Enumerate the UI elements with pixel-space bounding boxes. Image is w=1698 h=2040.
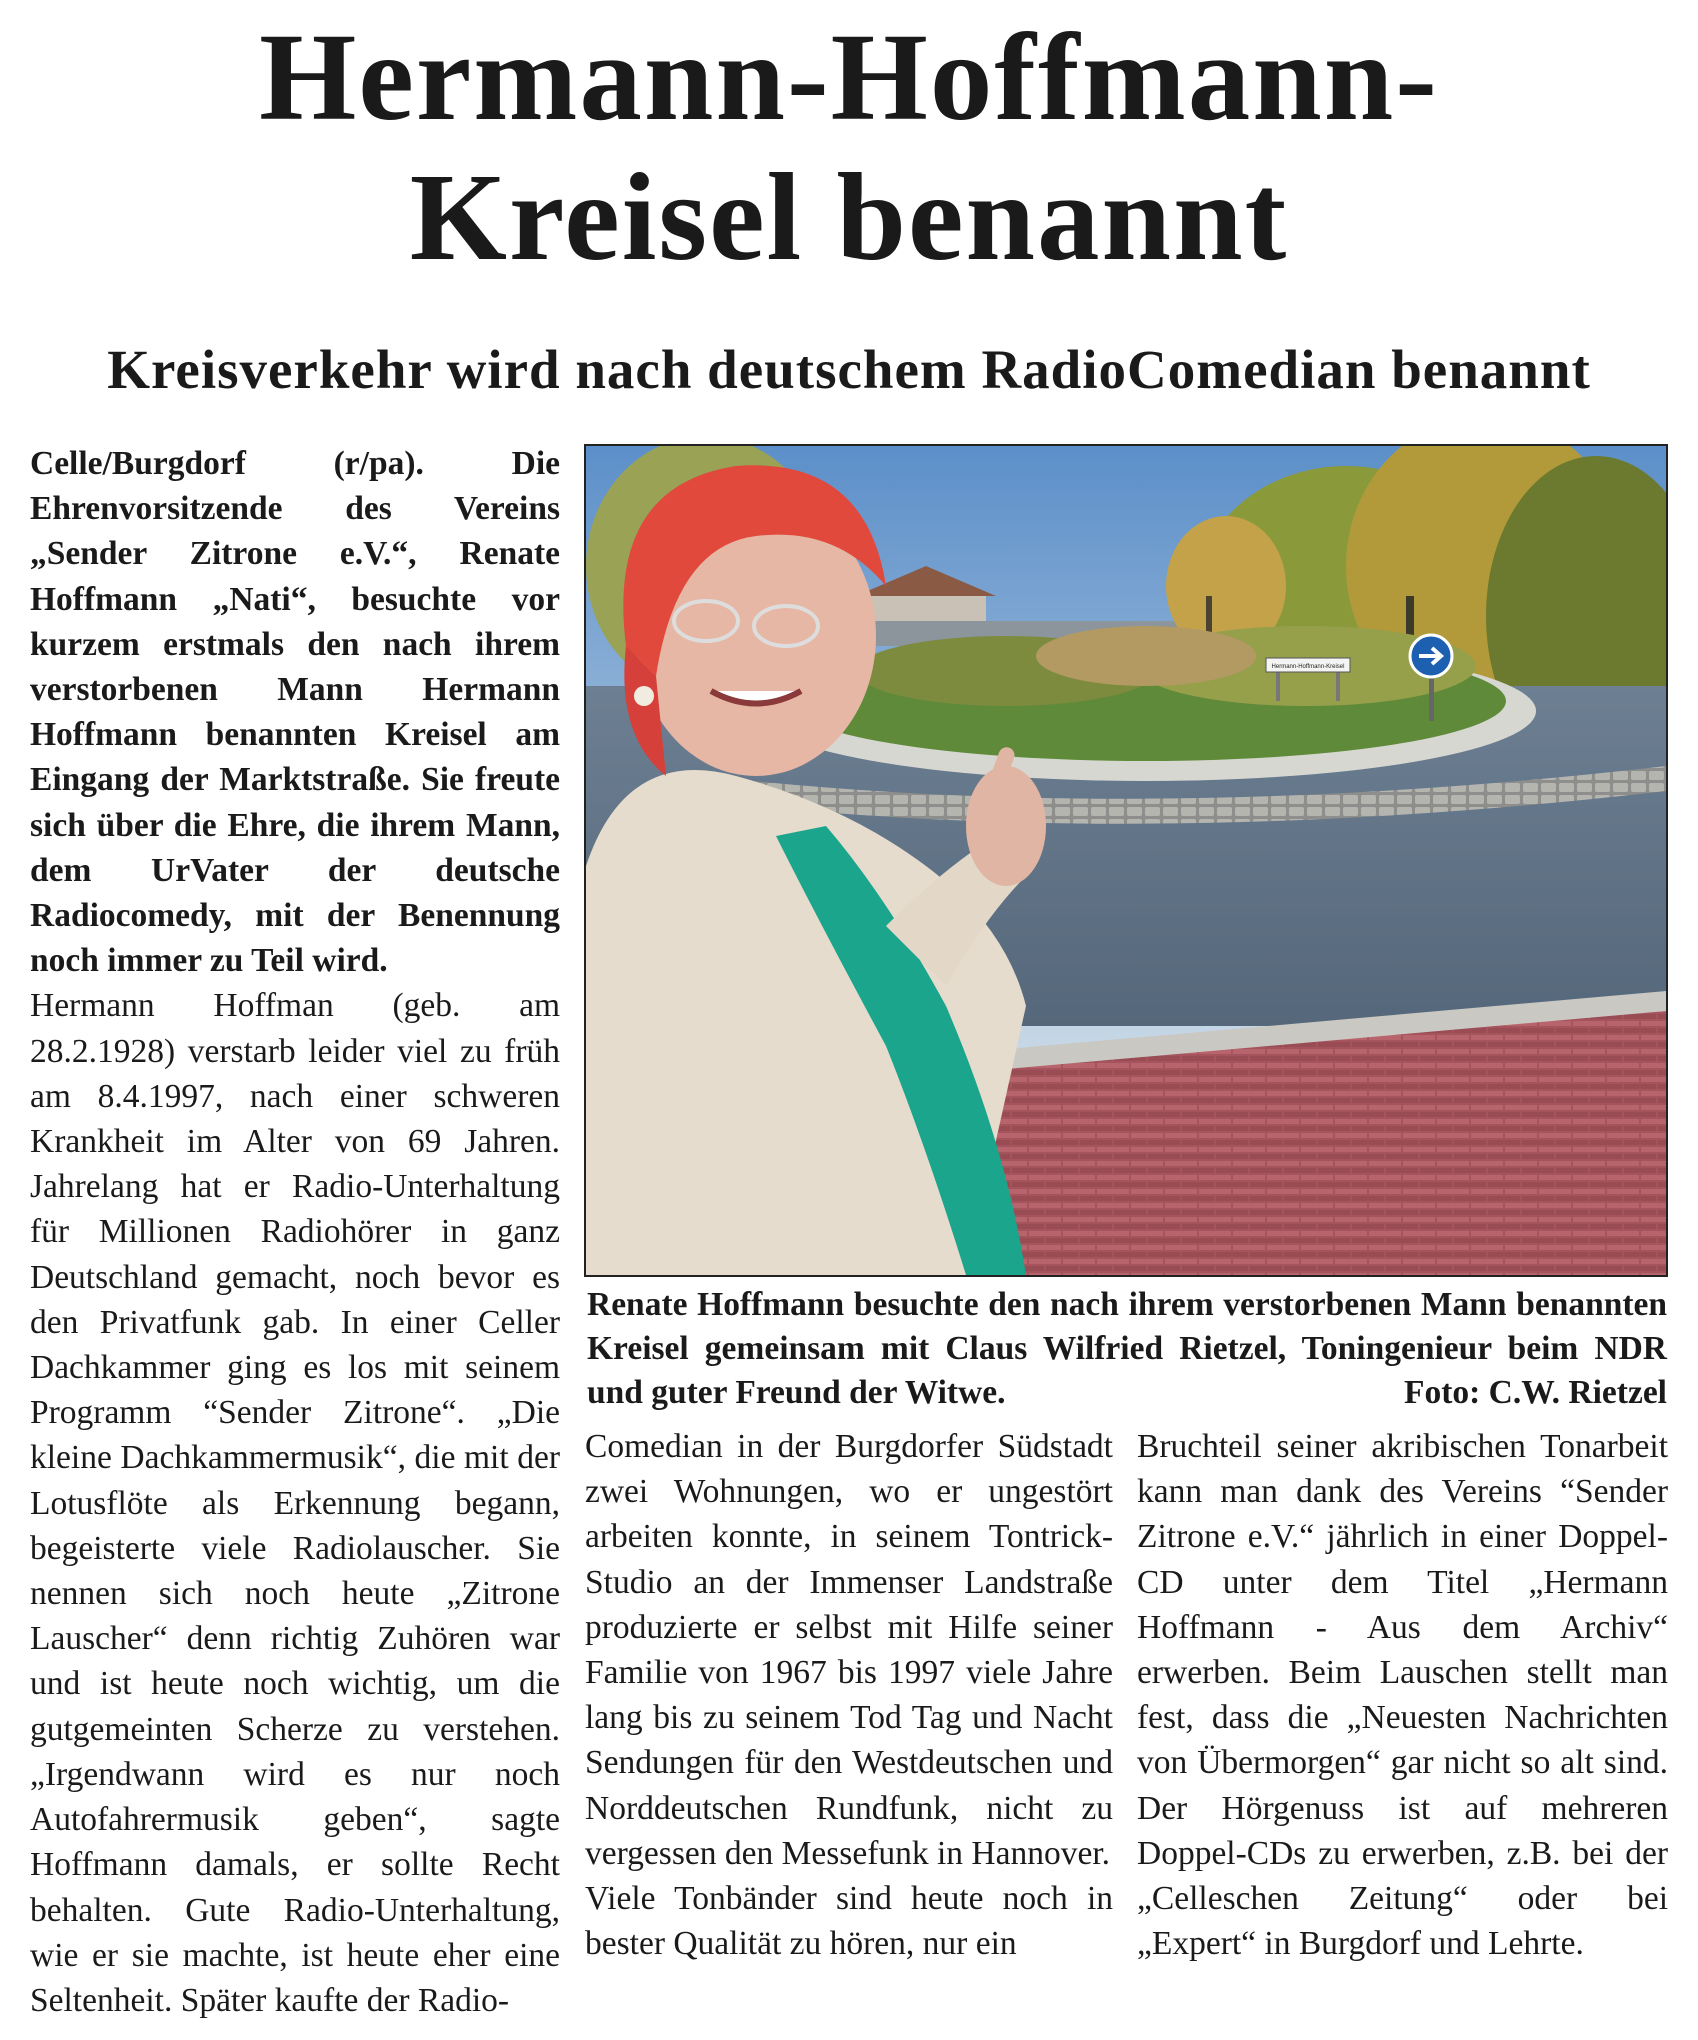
roundabout-sign-text: Hermann-Hoffmann-Kreisel (1271, 664, 1345, 670)
article-photo (584, 444, 1668, 1277)
headline-line-2: Kreisel benannt (409, 149, 1289, 287)
photo-illustration (586, 446, 1666, 1275)
headline-line-1: Hermann-Hoffmann- (259, 9, 1439, 147)
photo-credit: Foto: C.W. Rietzel (1404, 1374, 1667, 1411)
body-paragraph-4: Bruchteil seiner akribischen Tonarbeit kann man dank des Vereins “Sender Zitrone e.V.“ jährlich in einer Doppel-CD unter dem Titel „Hermann Hoffmann - Aus dem Archiv“ erwerben. Beim Lauschen stellt man fest, dass die „Neuesten Nachrichten von Übermorgen“ gar nicht so alt sind. Der Hörgenuss ist auf mehreren Doppel-CDs zu erwerben, z.B. bei der „Celleschen Zeitung“ oder bei „Expert“ in Burgdorf und Lehrte. (1137, 1428, 1668, 1963)
article-column-1 (30, 441, 560, 2023)
subheadline: Kreisverkehr wird nach deutschem RadioComedian benannt (107, 339, 1591, 400)
body-paragraph-1: Hermann Hoffman (geb. am 28.2.1928) verstarb leider viel zu früh am 8.4.1997, nach einer schweren Krankheit im Alter von 69 Jahren. Jahrelang hat er Radio-Unterhaltung für Millionen Radiohörer in ganz Deutschland gemacht, noch bevor es den Privatfunk gab. In einer Celler Dachkammer ging es los mit seinem Programm “Sender Zitrone“. „Die kleine Dachkammermusik“, die mit der Lotusflöte als Erkennung begann, begeisterte viele Radiolauscher. Sie nennen sich noch heute „Zitrone Lauscher“ denn richtig Zuhören war und ist heute noch wichtig, um die gutgemeinten Scherze zu verstehen. „Irgendwann wird es nur noch Autofahrermusik geben“, sagte Hoffmann damals, er sollte Recht behalten. Gute Radio-Unterhaltung, wie er sie machte, ist heute eher eine Seltenheit. Später kaufte der Radio- (30, 987, 560, 2019)
article-column-2 (585, 1424, 1113, 1966)
headline (0, 8, 1698, 288)
photo-caption (587, 1283, 1667, 1415)
body-paragraph-3: Viele Tonbänder sind heute noch in bester Qualität zu hören, nur ein (585, 1880, 1113, 1963)
lead-paragraph: Celle/Burgdorf (r/pa). Die Ehrenvorsitzende des Vereins „Sender Zitrone e.V.“, Renate Hoffmann „Nati“, besuchte vor kurzem erstmals den nach ihrem verstorbenen Mann Hermann Hoffmann benannten Kreisel am Eingang der Marktstraße. Sie freute sich über die Ehre, die ihrem Mann, dem UrVater der deutsche Radiocomedy, mit der Benennung noch immer zu Teil wird. (30, 445, 560, 980)
caption-text: Renate Hoffmann besuchte den nach ihrem verstorbenen Mann benannten Kreisel gemeinsam mit Claus Wilfried Rietzel, Toningenieur beim NDR und guter Freund der Witwe. (587, 1286, 1667, 1411)
body-paragraph-2: Comedian in der Burgdorfer Südstadt zwei Wohnungen, wo er ungestört arbeiten konnte, in seinem Tontrick-Studio an der Immenser Landstraße produzierte er selbst mit Hilfe seiner Familie von 1967 bis 1997 viele Jahre lang bis zu seinem Tod Tag und Nacht Sendungen für den Westdeutschen und Norddeutschen Rundfunk, nicht zu vergessen den Messefunk in Hannover. (585, 1428, 1113, 1872)
article-column-3 (1137, 1424, 1668, 1966)
